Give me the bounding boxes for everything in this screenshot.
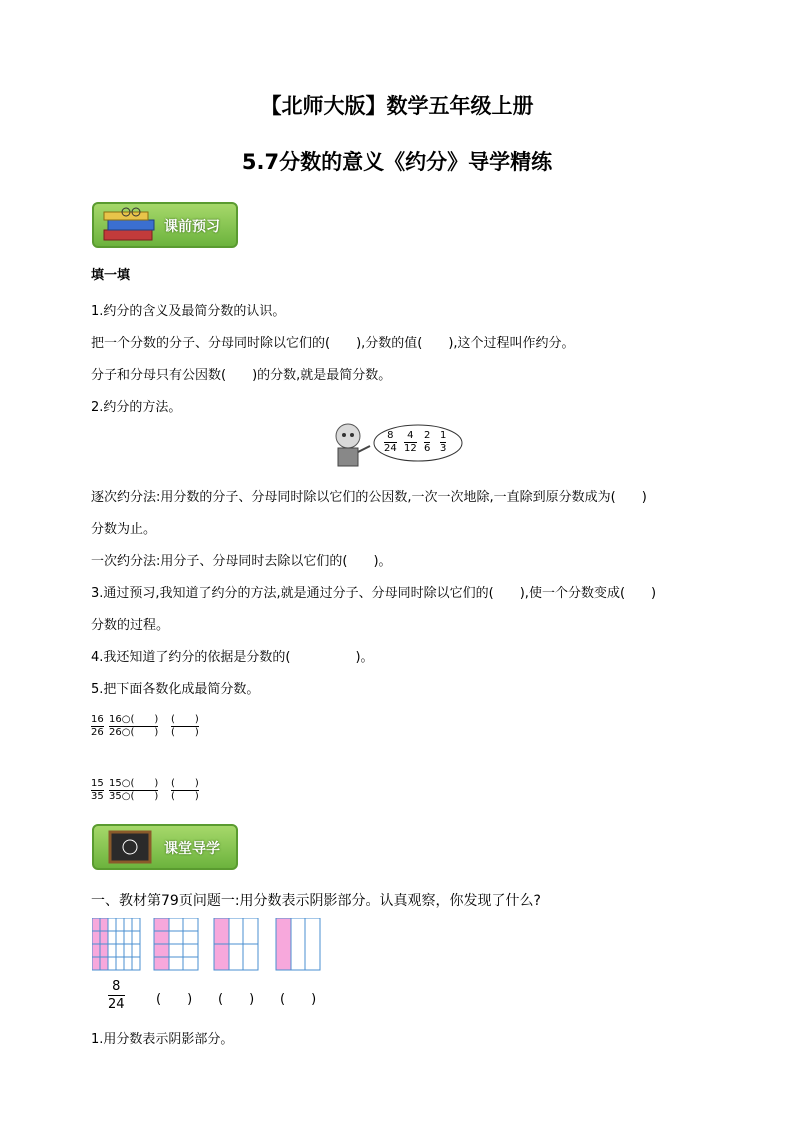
grid-3-parts (276, 918, 320, 970)
item-4: 4.我还知道了约分的依据是分数的( )。 (91, 650, 374, 665)
grid-6-parts (214, 918, 258, 970)
blank-3[interactable]: ( ) (280, 992, 317, 1007)
blank-2[interactable]: ( ) (218, 992, 255, 1007)
item-1-line-b: 分子和分母只有公因数( )的分数,就是最简分数。 (91, 368, 392, 383)
item-3: 3.通过预习,我知道了约分的方法,就是通过分子、分母同时除以它们的( ),使一个分数变成( ) (91, 586, 657, 601)
fraction-grids (92, 918, 344, 972)
question-1: 一、教材第79页问题一:用分数表示阴影部分。认真观察，你发现了什么? (91, 893, 541, 909)
item-1-line-a: 把一个分数的分子、分母同时除以它们的( ),分数的值( ),这个过程叫作约分。 (91, 336, 575, 351)
answer-fraction: $\frac{8}{24}$ (108, 979, 125, 1012)
blank-1[interactable]: ( ) (156, 992, 193, 1007)
bubble-fraction-3: $\frac{2}{6}$ (424, 430, 431, 454)
question-1-sub: 1.用分数表示阴影部分。 (91, 1032, 234, 1047)
item-3-cont: 分数的过程。 (91, 618, 170, 633)
grid-24-parts (92, 918, 140, 970)
bubble-fraction-1: $\frac{8}{24}$ (384, 430, 397, 454)
speech-bubble (370, 422, 464, 464)
books-icon (100, 206, 160, 246)
section-banner-preview (92, 202, 238, 248)
bubble-fraction-2: $\frac{4}{12}$ (404, 430, 417, 454)
method-stepwise-cont: 分数为止。 (91, 522, 157, 537)
grid-12-parts (154, 918, 198, 970)
method-stepwise: 逐次约分法:用分数的分子、分母同时除以它们的公因数,一次一次地除,一直除到原分数成为( ) (91, 490, 647, 505)
cartoon-character-icon (326, 420, 376, 472)
bubble-fraction-4: $\frac{1}{3}$ (440, 430, 447, 454)
banner-label: 课堂导学 (164, 841, 220, 857)
item-1: 1.约分的含义及最简分数的认识。 (91, 304, 286, 319)
item-5: 5.把下面各数化成最简分数。 (91, 682, 260, 697)
exercise-fraction-2: $\frac{15}{35}$ $\frac{15○( )}{35○( )}$ ( ) ( ) (91, 778, 199, 802)
banner-label: 课前预习 (164, 219, 220, 235)
fill-heading: 填一填 (91, 268, 131, 283)
item-2: 2.约分的方法。 (91, 400, 182, 415)
blackboard-icon (108, 830, 152, 866)
section-banner-lesson (92, 824, 238, 870)
page-title: 【北师大版】数学五年级上册 (260, 94, 534, 118)
exercise-fraction-1: $\frac{16}{26}$ $\frac{16○( )}{26○( )}$ ( ) ( ) (91, 714, 199, 738)
page-subtitle: 5.7分数的意义《约分》导学精练 (241, 150, 553, 174)
method-once: 一次约分法:用分子、分母同时去除以它们的( )。 (91, 554, 392, 569)
